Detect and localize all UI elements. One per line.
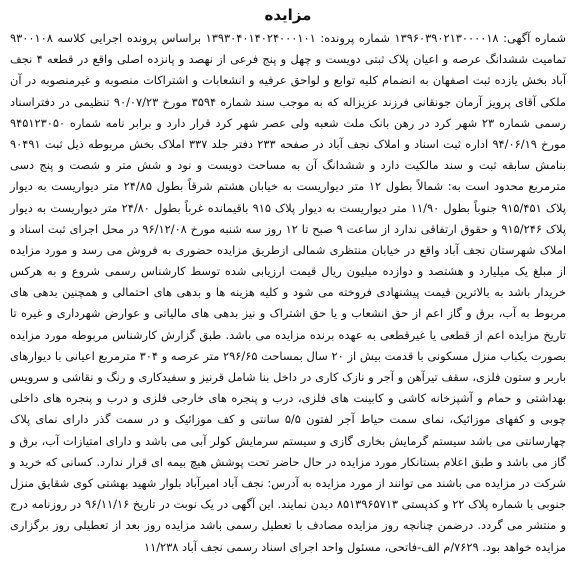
notice-body: شماره آگهی: ۱۳۹۶۰۳۹۰۲۱۳۰۰۰۰۱۸ شماره پرونده: ۱۳۹۳۰۴۰۱۴۰۲۴۰۰۰۱۰۱ براساس پرونده اجرایی کلاسه ۹۳۰۰۱۰۸ تمامیت ششدانگ عرصه و اعیان پلاک ثبتی دویست و چهل و پنج فرعی از نهصد و پانزده اصلی واقع در قطعه ۴ نجف آباد بخش یازده ثبت اصفهان به انضمام کلیه توابع و لواحق عرفیه و انشعابات و اشتراکات منصوبه و غیرمنصوبه در آن ملکی آقای پرویز آرمان جونقانی فرزند عزیزاله که به موجب سند شماره ۳۵۹۴ مورخ ۹۰/۰۷/۲۳ تنظیمی در دفتراسناد رسمی شماره ۲۳ شهر کرد در رهن بانک ملت شعبه ولی عصر شهر کرد قرار دارد و برابر نامه شماره ۹۴۵۱۲۳۰۵۰ مورخ ۹۴/۰۶/۱۹ اداره ثبت اسناد و املاک نجف آباد در صفحه ۲۳۳ دفتر جلد ۳۳۷ املاک بخش مربوطه ذیل ثبت ۹۰۴۹۱ بنامش سابقه ثبت و سند مالکیت دارد و ششدانگ آن به مساحت دویست و نود و شش متر و شصت و پنج دسی مترمربع محدود است به: شمالاً بطول ۱۲ متر دیواریست به خیابان هشتم شرقاً بطول ۲۴/۸۵ متر دیواریست به دیوار پلاک ۹۱۵/۴۵۱ جنوباً بطول ۱۱/۹۰ متر دیواریست به دیوار پلاک ۹۱۵ باقیمانده غرباً بطول ۲۴/۸۰ متر دیواریست به دیوار پلاک ۹۱۵/۲۴۶ و حقوق ارتفاقی ندارد از ساعت ۹ صبح تا ۱۲ روز سه شنبه مورخ ۹۶/۱۲/۰۸ در محل اجرای ثبت اسناد و املاک شهرستان نجف آباد واقع در خیابان منتظری شمالی ازطریق مزایده حضوری به فروش می رسد و مورد مزایده از مبلغ یک میلیارد و هشتصد و دوازده میلیون ریال قیمت ارزیابی شده توسط کارشناس رسمی شروع و به هرکس خریدار باشد به بالاترین قیمت پیشنهادی فروخته می شود و کلیه هزینه ها و بدهی های احتمالی و همچنین بدهی های مربوط به آب، برق و گاز اعم از حق انشعاب و یا حق اشتراک و نیز بدهی های مالیاتی و عوارض شهرداری و غیره تا تاریخ مزایده اعم از قطعی یا غیرقطعی به عهده برنده مزایده می باشد. طبق گزارش کارشناس مربوطه مورد مزایده بصورت یکباب منزل مسکونی با قدمت بیش از ۲۰ سال بمساحت ۲۹۶/۶۵ متر عرصه و ۳۰۴ مترمربع اعیانی با دیوارهای باربر و ستون فلزی، سقف تیرآهن و آجر و نازک کاری در داخل بنا شامل قرنیز و سفیدکاری و رنگ و نقاشی و سرویس بهداشتی و حمام و آشپزخانه کاشی و کابینت های فلزی، درب و پنجره های خارجی فلزی و درب و پنجره های داخلی چوبی و کفهای موزائیک، نمای سمت حیاط آجر لفتون ۵/۵ سانتی و کف موزائیک و در سمت گذر دارای نمای پلاک چهارسانتی می باشد سیستم گرمایش بخاری گازی و سیستم سرمایش کولر آبی می باشد و دارای امتیازات آب، برق و گاز می باشد و طبق اعلام بستانکار مورد مزایده در حال حاضر تحت پوشش هیچ بیمه ای قرار ندارد. کسانی که خرید و شرکت در مزایده می باشند می توانند از مورد مزایده به آدرس: نجف آباد امیرآباد بلوار شهید بهشتی کوی شقایق منزل جنوبی با شماره پلاک ۲۲ و کدپستی ۸۵۱۳۹۶۵۷۱۳ دیدن نمایند. این آگهی در یک نوبت در تاریخ ۹۶/۱۱/۱۶ در روزنامه درج و منتشر می گردد. درضمن چنانچه روز مزایده مصادف با تعطیل رسمی باشد مزایده روز بعد از تعطیلی روز برگزاری مزایده خواهد بود. ۷۶۲۹/م الف-فاتحی، مسئول واحد اجرای اسناد رسمی نجف آباد ۱۱/۲۳۸ [10, 31, 567, 554]
notice-title: مزایده [264, 6, 312, 24]
